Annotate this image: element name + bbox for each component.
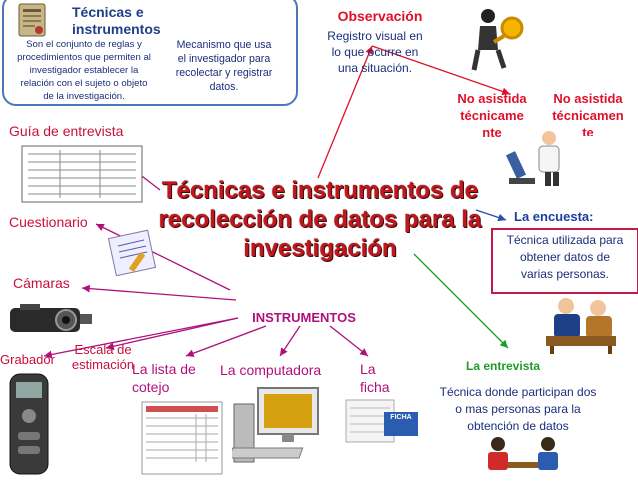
index-card-icon: [344, 398, 420, 448]
grabador-label: Grabador: [0, 352, 55, 367]
interview-guide-form-icon: [20, 144, 144, 204]
survey-form-icon: [104, 228, 160, 276]
camaras-label: Cámaras: [13, 275, 70, 291]
ficha-tag: FICHA: [390, 414, 412, 421]
line-to-ficha: [330, 326, 368, 356]
microscope-person-icon: [505, 128, 573, 190]
voice-recorder-icon: [6, 372, 52, 476]
interview-people-icon: [536, 292, 626, 354]
entrevista-text: Técnica donde participan dos o mas personas para la obtención de datos: [439, 385, 597, 433]
observacion-text: Registro visual en lo que ocurre en una situación.: [327, 29, 423, 75]
computer-icon: [232, 384, 328, 474]
guia-entrevista-label: Guía de entrevista: [9, 123, 124, 139]
no-asistida-label-2: No asistida técnicamen te: [552, 91, 624, 136]
conversation-people-icon: [478, 434, 570, 478]
encuesta-text: Técnica utilizada para obtener datos de varias personas.: [506, 233, 624, 281]
main-title: Técnicas e instrumentos de recolección de datos para la investigación: [158, 177, 482, 262]
computadora-label: La computadora: [220, 362, 322, 378]
magnifier-person-icon: [458, 6, 528, 76]
line-to-computadora: [280, 326, 300, 356]
checklist-form-icon: [140, 400, 224, 476]
cuestionario-label: Cuestionario: [9, 214, 88, 230]
line-to-camaras: [82, 288, 236, 300]
instrumentos-label: INSTRUMENTOS: [252, 310, 356, 325]
observacion-title: Observación: [337, 8, 423, 24]
escala-estimacion-label: Escala de estimación: [71, 342, 135, 372]
definition-title: Técnicas e instrumentos: [72, 4, 161, 37]
entrevista-title: La entrevista: [466, 359, 541, 373]
instrumentos-definition: Mecanismo que usa el investigador para recolectar y registrar datos.: [175, 39, 273, 93]
encuesta-title: La encuesta:: [514, 209, 594, 224]
line-to-lista: [186, 326, 266, 356]
documents-icon: [16, 2, 50, 38]
camera-icon: [8, 302, 94, 336]
tecnicas-definition: Son el conjunto de reglas y procedimientos que permiten al investigador establecer la relación con el sujeto o objeto de la investigación.: [17, 39, 151, 102]
no-asistida-label-1: No asistida técnicame nte: [457, 91, 527, 140]
lista-cotejo-label: La lista de cotejo: [132, 361, 196, 395]
ficha-label: La ficha: [360, 361, 390, 395]
